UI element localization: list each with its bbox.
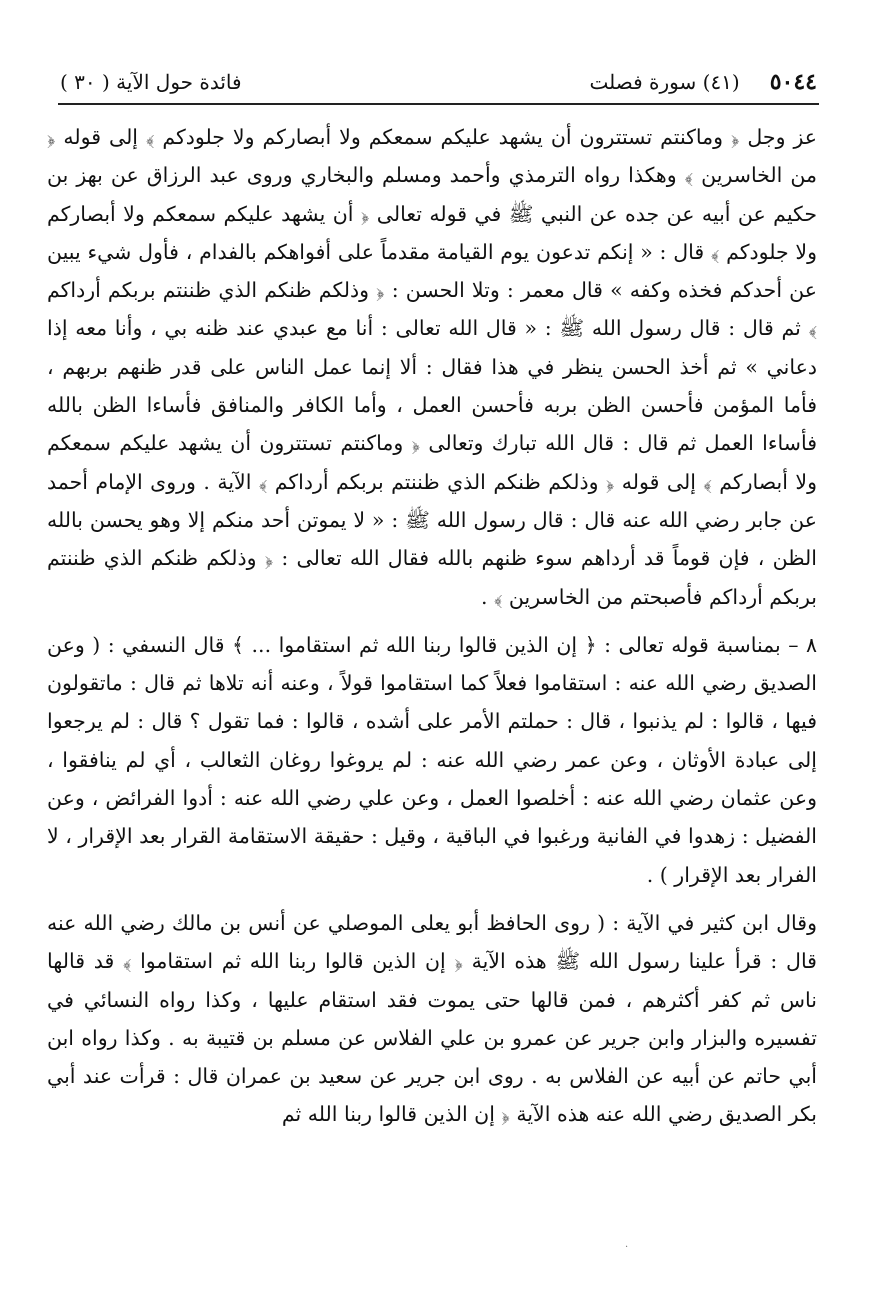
header-divider [58,103,819,105]
paragraph-1: عز وجل ﴿ وماكنتم تستترون أن يشهد عليكم سمعكم ولا أبصاركم ولا جلودكم ﴾ إلى قوله ﴿ من الخاسرين ﴾ وهكذا رواه الترمذي وأحمد ومسلم والبخاري وروى عبد الرزاق عن بهز بن حكيم عن أبيه عن جده عن النبي ﷺ في قوله تعالى ﴿ أن يشهد عليكم سمعكم ولا أبصاركم ولا جلودكم ﴾ قال : « إنكم تدعون يوم القيامة مقدماً على أفواهكم بالفدام ، فأول شيء يبين عن أحدكم فخذه وكفه » قال معمر : وتلا الحسن : ﴿ وذلكم ظنكم الذي ظننتم بربكم أرداكم ﴾ ثم قال : قال رسول الله ﷺ : « قال الله تعالى : أنا مع عبدي عند ظنه بي ، وأنا معه إذا دعاني » ثم أخذ الحسن ينظر في هذا فقال : ألا إنما عمل الناس على قدر ظنهم بربهم ، فأما المؤمن فأحسن الظن بربه فأحسن العمل ، وأما الكافر والمنافق فأساءا الظن بالله فأساءا العمل ثم قال : قال الله تبارك وتعالى ﴿ وماكنتم تستترون أن يشهد عليكم سمعكم ولا أبصاركم ﴾ إلى قوله ﴿ وذلكم ظنكم الذي ظننتم بربكم أرداكم ﴾ الآية . وروى الإمام أحمد عن جابر رضي الله عنه قال : قال رسول الله ﷺ : « لا يموتن أحد منكم إلا وهو يحسن بالله الظن ، فإن قوماً قد أرداهم سوء ظنهم بالله فقال الله تعالى : ﴿ وذلكم ظنكم الذي ظننتم بربكم أرداكم فأصبحتم من الخاسرين ﴾ . [47,125,817,609]
surah-title: (٤١) سورة فصلت [589,70,740,94]
paragraph-2: ٨ – بمناسبة قوله تعالى : ﴿ إن الذين قالوا ربنا الله ثم استقاموا ... ﴾ قال النسفي : ( وعن الصديق رضي الله عنه : استقاموا فعلاً كما استقاموا قولاً ، وعنه أنه تلاها ثم قال : ماتقولون فيها ، قالوا : لم يذنبوا ، قال : حملتم الأمر على أشده ، قالوا : فما تقول ؟ قال : لم يرجعوا إلى عبادة الأوثان ، وعن عمر رضي الله عنه : لم يروغوا روغان الثعالب ، أي لم ينافقوا ، وعن عثمان رضي الله عنه : أخلصوا العمل ، وعن علي رضي الله عنه : أدوا الفرائض ، وعن الفضيل : زهدوا في الفانية ورغبوا في الباقية ، وقيل : حقيقة الاستقامة القرار بعد الإقرار ، لا الفرار بعد الإقرار ) . [47,632,817,887]
page-header [60,62,817,102]
scan-dot: · [625,1242,629,1253]
paragraph-3: وقال ابن كثير في الآية : ( روى الحافظ أبو يعلى الموصلي عن أنس بن مالك رضي الله عنه قال : قرأ علينا رسول الله ﷺ هذه الآية ﴿ إن الذين قالوا ربنا الله ثم استقاموا ﴾ قد قالها ناس ثم كفر أكثرهم ، فمن قالها حتى يموت فقد استقام عليها ، وكذا رواه النسائي في تفسيره والبزار وابن جرير عن عمرو بن علي الفلاس عن مسلم بن قتيبة به . وكذا رواه ابن أبي حاتم عن أبيه عن الفلاس به . روى ابن جرير عن سعيد بن عمران قال : قرأت عند أبي بكر الصديق رضي الله عنه هذه الآية ﴿ إن الذين قالوا ربنا الله ثم [47,910,817,1127]
page-body [47,118,817,1134]
page-number: ٥٠٤٤ [769,69,817,95]
section-topic: فائدة حول الآية ( ٣٠ ) [60,70,242,94]
